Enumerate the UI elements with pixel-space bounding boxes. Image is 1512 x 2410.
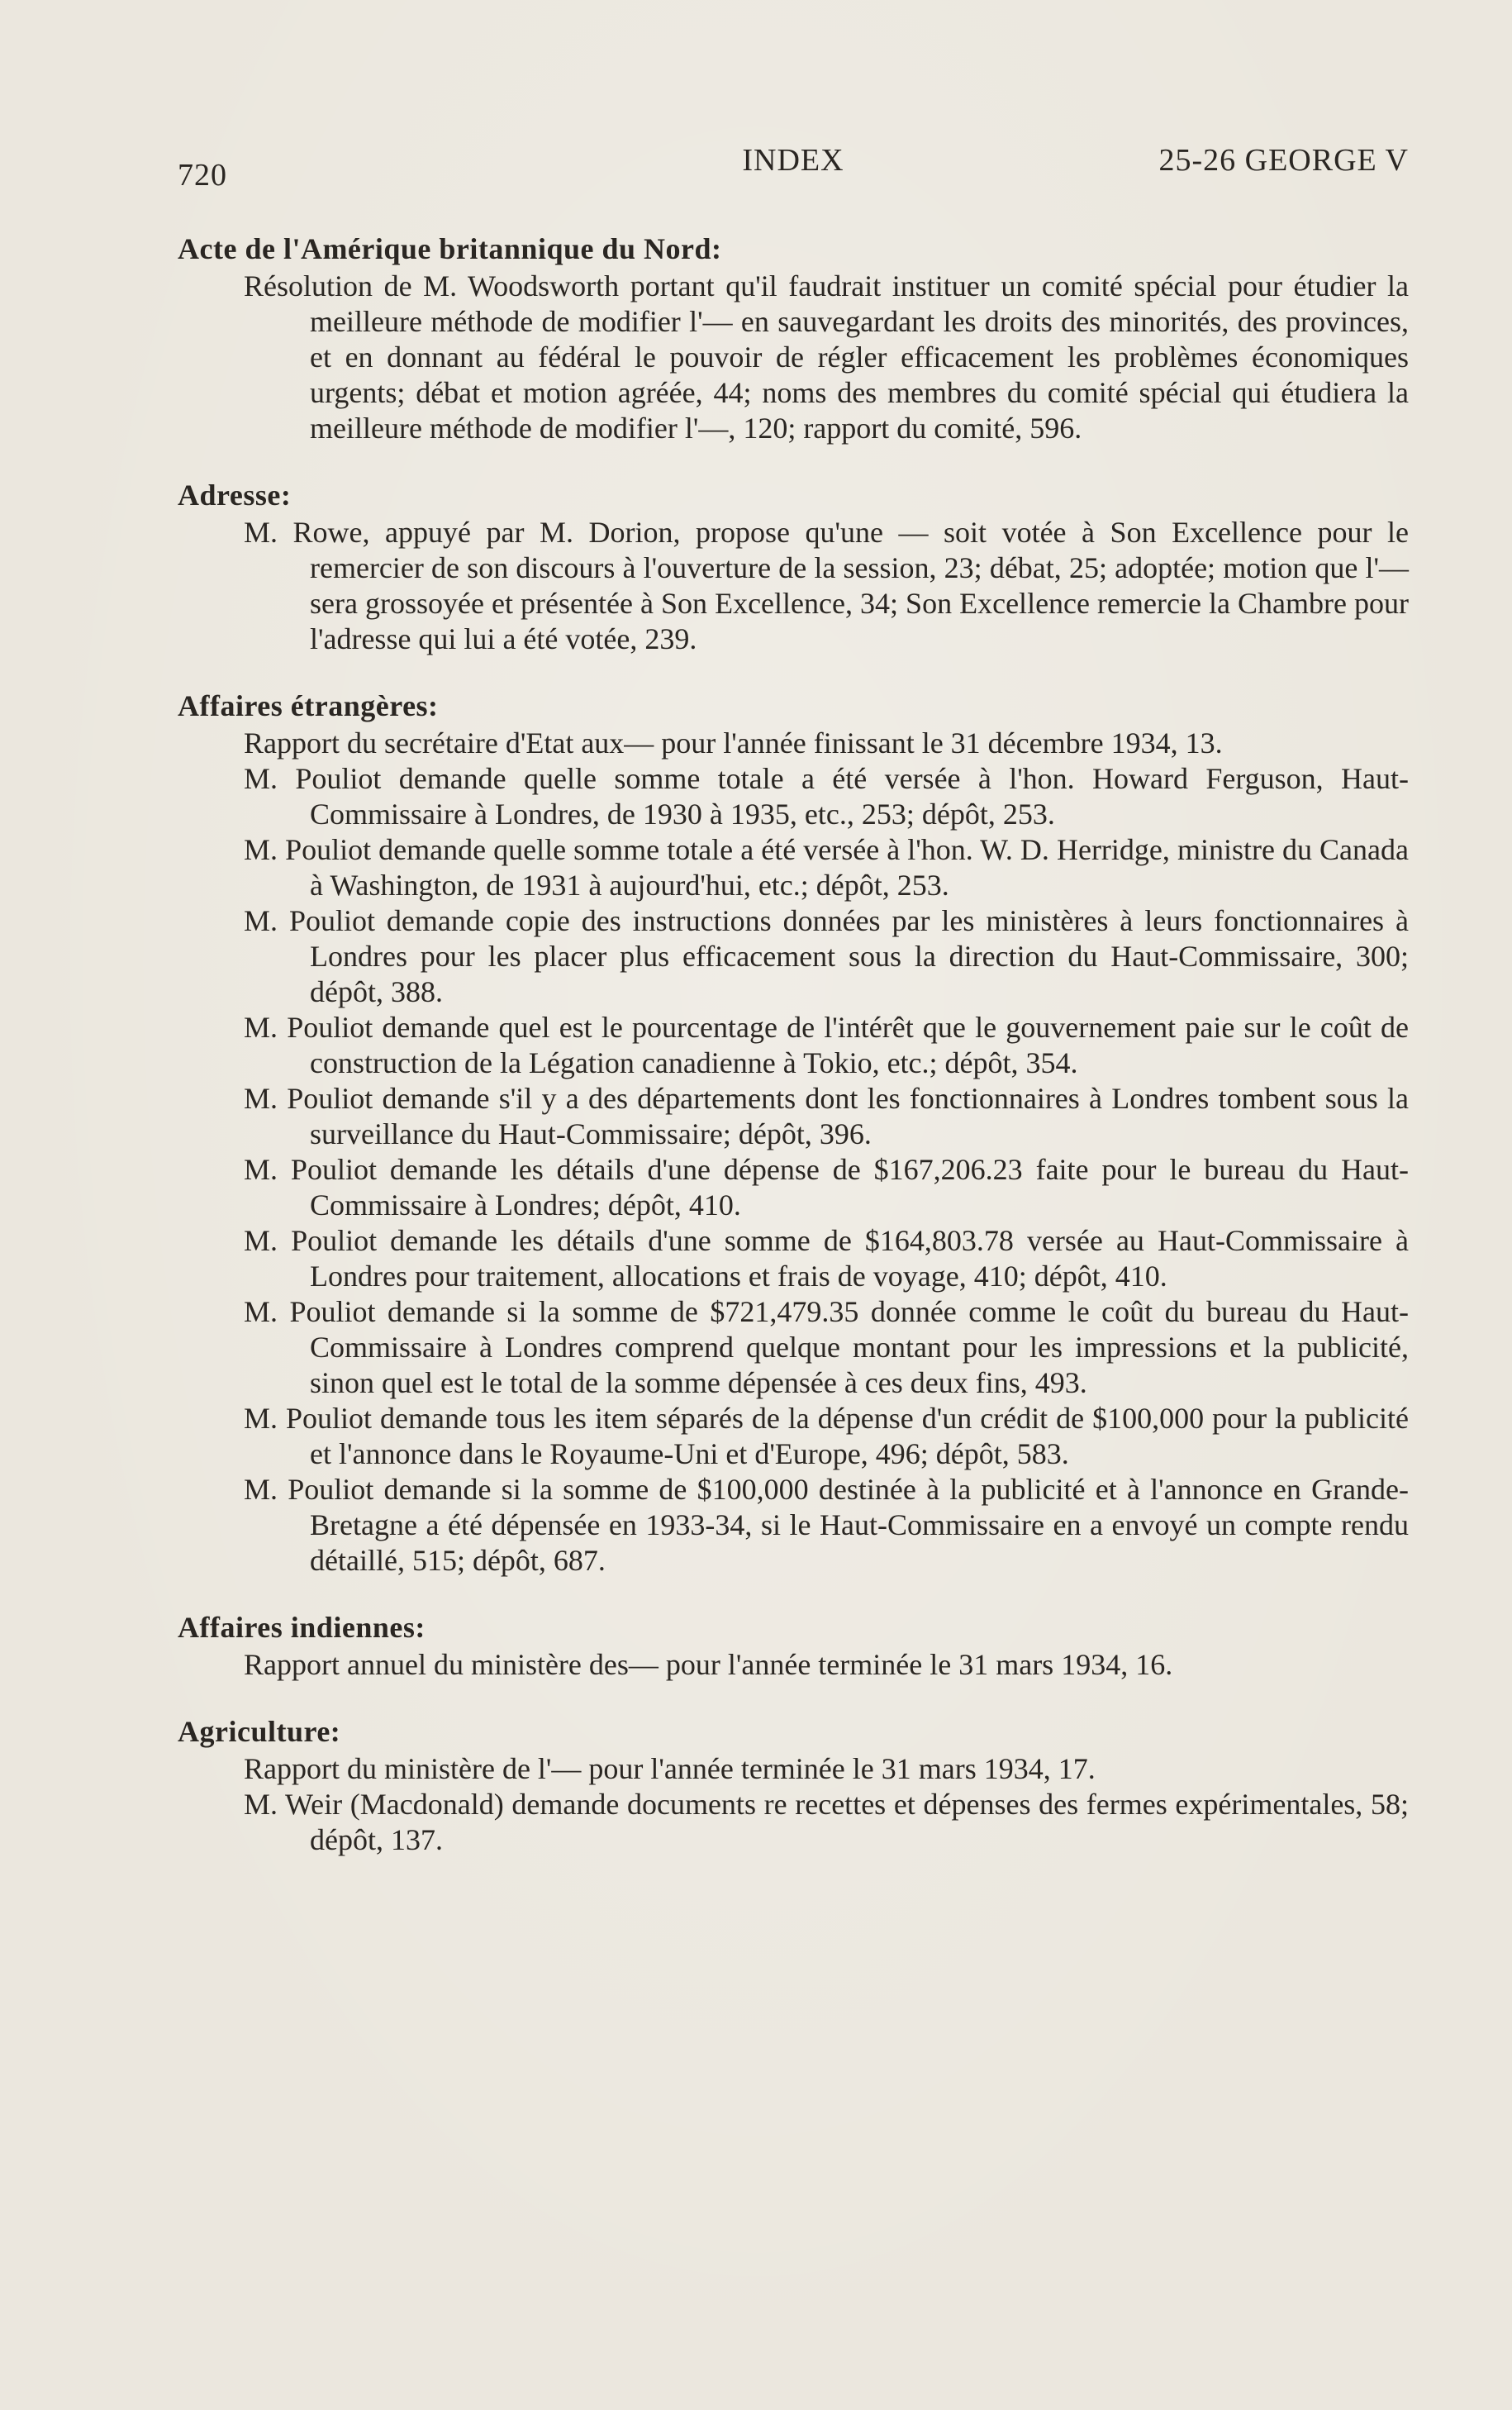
index-entry: M. Pouliot demande les détails d'une somme de $164,803.78 versée au Haut-Commissaire à Londres pour traitement, allocations et frais de voyage, 410; dépôt, 410. <box>244 1224 1409 1293</box>
index-entry: M. Pouliot demande tous les item séparés de la dépense d'un crédit de $100,000 pour la publicité et l'annonce dans le Royaume-Uni et d'Europe, 496; dépôt, 583. <box>244 1402 1409 1470</box>
index-entry: Rapport du secrétaire d'Etat aux— pour l'année finissant le 31 décembre 1934, 13. <box>244 726 1223 760</box>
index-entry: Rapport annuel du ministère des— pour l'année terminée le 31 mars 1934, 16. <box>244 1648 1173 1681</box>
page-title: INDEX <box>742 143 844 178</box>
index-entry: M. Pouliot demande les détails d'une dépense de $167,206.23 faite pour le bureau du Haut-Commissaire à Londres; dépôt, 410. <box>244 1153 1409 1222</box>
index-entry: M. Pouliot demande si la somme de $721,479.35 donnée comme le coût du bureau du Haut-Commissaire à Londres comprend quelque montant pour les impressions et la publicité, sinon quel est le total de la somme dépensée à ces deux fins, 493. <box>244 1295 1409 1399</box>
index-entry: Rapport du ministère de l'— pour l'année terminée le 31 mars 1934, 17. <box>244 1752 1096 1785</box>
index-entry: M. Pouliot demande quelle somme totale a été versée à l'hon. W. D. Herridge, ministre du Canada à Washington, de 1931 à aujourd'hui, etc.; dépôt, 253. <box>244 833 1409 902</box>
section-heading: Adresse: <box>178 479 292 512</box>
section-heading: Acte de l'Amérique britannique du Nord: <box>178 232 722 265</box>
index-section <box>178 1714 1409 1858</box>
running-head <box>178 141 1409 193</box>
section-heading: Affaires étrangères: <box>178 689 439 722</box>
index-content <box>178 231 1409 1889</box>
section-heading: Affaires indiennes: <box>178 1611 426 1644</box>
index-section <box>178 478 1409 657</box>
index-entry: M. Pouliot demande s'il y a des départements dont les fonctionnaires à Londres tombent sous la surveillance du Haut-Commissaire; dépôt, 396. <box>244 1082 1409 1150</box>
index-entry: M. Pouliot demande quelle somme totale a été versée à l'hon. Howard Ferguson, Haut-Commissaire à Londres, de 1930 à 1935, etc., 253; dépôt, 253. <box>244 762 1409 831</box>
index-entry: M. Pouliot demande quel est le pourcentage de l'intérêt que le gouvernement paie sur le coût de construction de la Légation canadienne à Tokio, etc.; dépôt, 354. <box>244 1011 1409 1079</box>
index-entry: M. Pouliot demande si la somme de $100,000 destinée à la publicité et à l'annonce en Grande-Bretagne a été dépensée en 1933-34, si le Haut-Commissaire en a envoyé un compte rendu détaillé, 515; dépôt, 687. <box>244 1473 1409 1577</box>
section-heading: Agriculture: <box>178 1715 341 1748</box>
index-section <box>178 1610 1409 1683</box>
index-section <box>178 231 1409 446</box>
index-entry: M. Rowe, appuyé par M. Dorion, propose qu'une — soit votée à Son Excellence pour le remercier de son discours à l'ouverture de la session, 23; débat, 25; adoptée; motion que l'— sera grossoyée et présentée à Son Excellence, 34; Son Excellence remercie la Chambre pour l'adresse qui lui a été votée, 239. <box>244 516 1409 655</box>
index-entry: M. Weir (Macdonald) demande documents re recettes et dépenses des fermes expérimentales, 58; dépôt, 137. <box>244 1788 1409 1856</box>
index-section <box>178 688 1409 1579</box>
index-entry: Résolution de M. Woodsworth portant qu'il faudrait instituer un comité spécial pour étudier la meilleure méthode de modifier l'— en sauvegardant les droits des minorités, des provinces, et en donnant au fédéral le pouvoir de régler efficacement les problèmes économiques urgents; débat et motion agréée, 44; noms des membres du comité spécial qui étudiera la meilleure méthode de modifier l'—, 120; rapport du comité, 596. <box>244 269 1409 445</box>
regnal-year: 25-26 GEORGE V <box>1158 143 1409 178</box>
index-entry: M. Pouliot demande copie des instructions données par les ministères à leurs fonctionnaires à Londres pour les placer plus efficacement sous la direction du Haut-Commissaire, 300; dépôt, 388. <box>244 904 1409 1008</box>
page-number: 720 <box>178 158 227 193</box>
